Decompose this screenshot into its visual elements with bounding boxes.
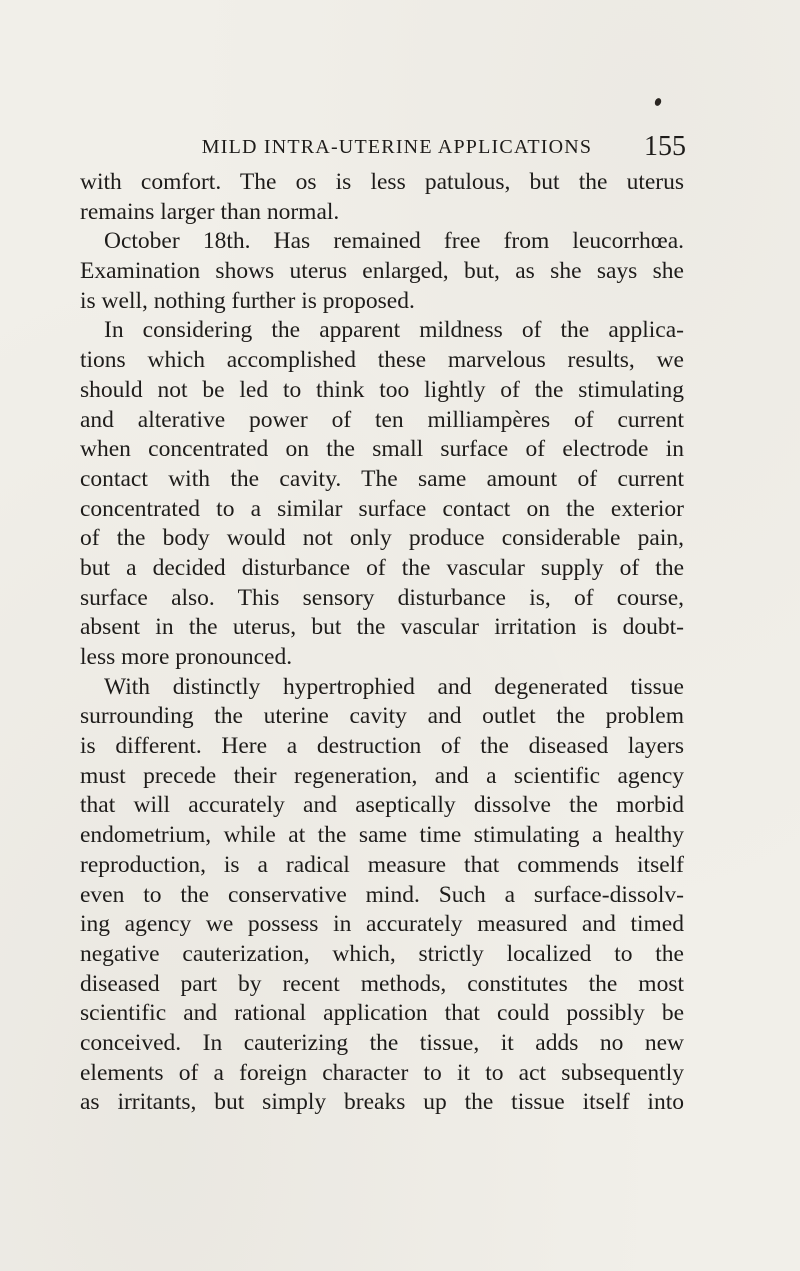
text-line: remains larger than normal. — [80, 198, 340, 225]
text-line: is well, nothing further is proposed. — [80, 287, 415, 314]
text-line: must precede their regeneration, and a scientific agency — [80, 762, 684, 789]
text-line: that will accurately and aseptically dissolve the morbid — [80, 792, 684, 819]
text-line: conceived. In cauterizing the tissue, it adds no new — [80, 1029, 684, 1056]
text-line: less more pronounced. — [80, 644, 293, 670]
text-line: surface also. This sensory disturbance is, of course, — [80, 584, 684, 611]
ink-speck — [654, 97, 663, 107]
running-head: MILD INTRA-UTERINE APPLICATIONS — [201, 136, 593, 158]
text-line: In considering the apparent mildness of the applica- — [104, 317, 684, 344]
text-line: elements of a foreign character to it to act subsequently — [80, 1059, 684, 1086]
text-line: even to the conservative mind. Such a surface-dissolv- — [80, 881, 684, 908]
text-line: surrounding the uterine cavity and outlet the problem — [80, 703, 684, 730]
text-line: ing agency we possess in accurately measured and timed — [80, 911, 684, 938]
text-line: contact with the cavity. The same amount of current — [80, 465, 684, 492]
body-text — [80, 168, 684, 1118]
text-line: tions which accomplished these marvelous results, we — [80, 347, 684, 374]
text-line: concentrated to a similar surface contact on the exterior — [80, 495, 684, 522]
text-line: With distinctly hypertrophied and degenerated tissue — [104, 673, 684, 700]
text-line: October 18th. Has remained free from leucorrhœa. — [104, 228, 684, 255]
text-line: diseased part by recent methods, constitutes the most — [80, 970, 684, 997]
page-number: 155 — [644, 131, 686, 162]
text-line: of the body would not only produce considerable pain, — [80, 525, 684, 552]
text-line: but a decided disturbance of the vascular supply of the — [80, 554, 684, 581]
text-line: when concentrated on the small surface of electrode in — [80, 436, 684, 463]
text-line: should not be led to think too lightly of the stimulating — [80, 376, 684, 403]
text-line: with comfort. The os is less patulous, but the uterus — [80, 169, 684, 195]
text-line: negative cauterization, which, strictly localized to the — [80, 940, 684, 967]
text-line: and alterative power of ten milliampères of current — [80, 406, 684, 433]
text-line: is different. Here a destruction of the diseased layers — [80, 733, 684, 760]
text-line: as irritants, but simply breaks up the tissue itself into — [80, 1089, 684, 1116]
text-line: absent in the uterus, but the vascular irritation is doubt- — [80, 614, 684, 641]
text-line: reproduction, is a radical measure that commends itself — [80, 851, 684, 878]
page-header — [108, 131, 686, 162]
text-line: endometrium, while at the same time stimulating a healthy — [80, 822, 684, 849]
text-line: Examination shows uterus enlarged, but, as she says she — [80, 258, 684, 285]
text-line: scientific and rational application that could possibly be — [80, 1000, 684, 1027]
